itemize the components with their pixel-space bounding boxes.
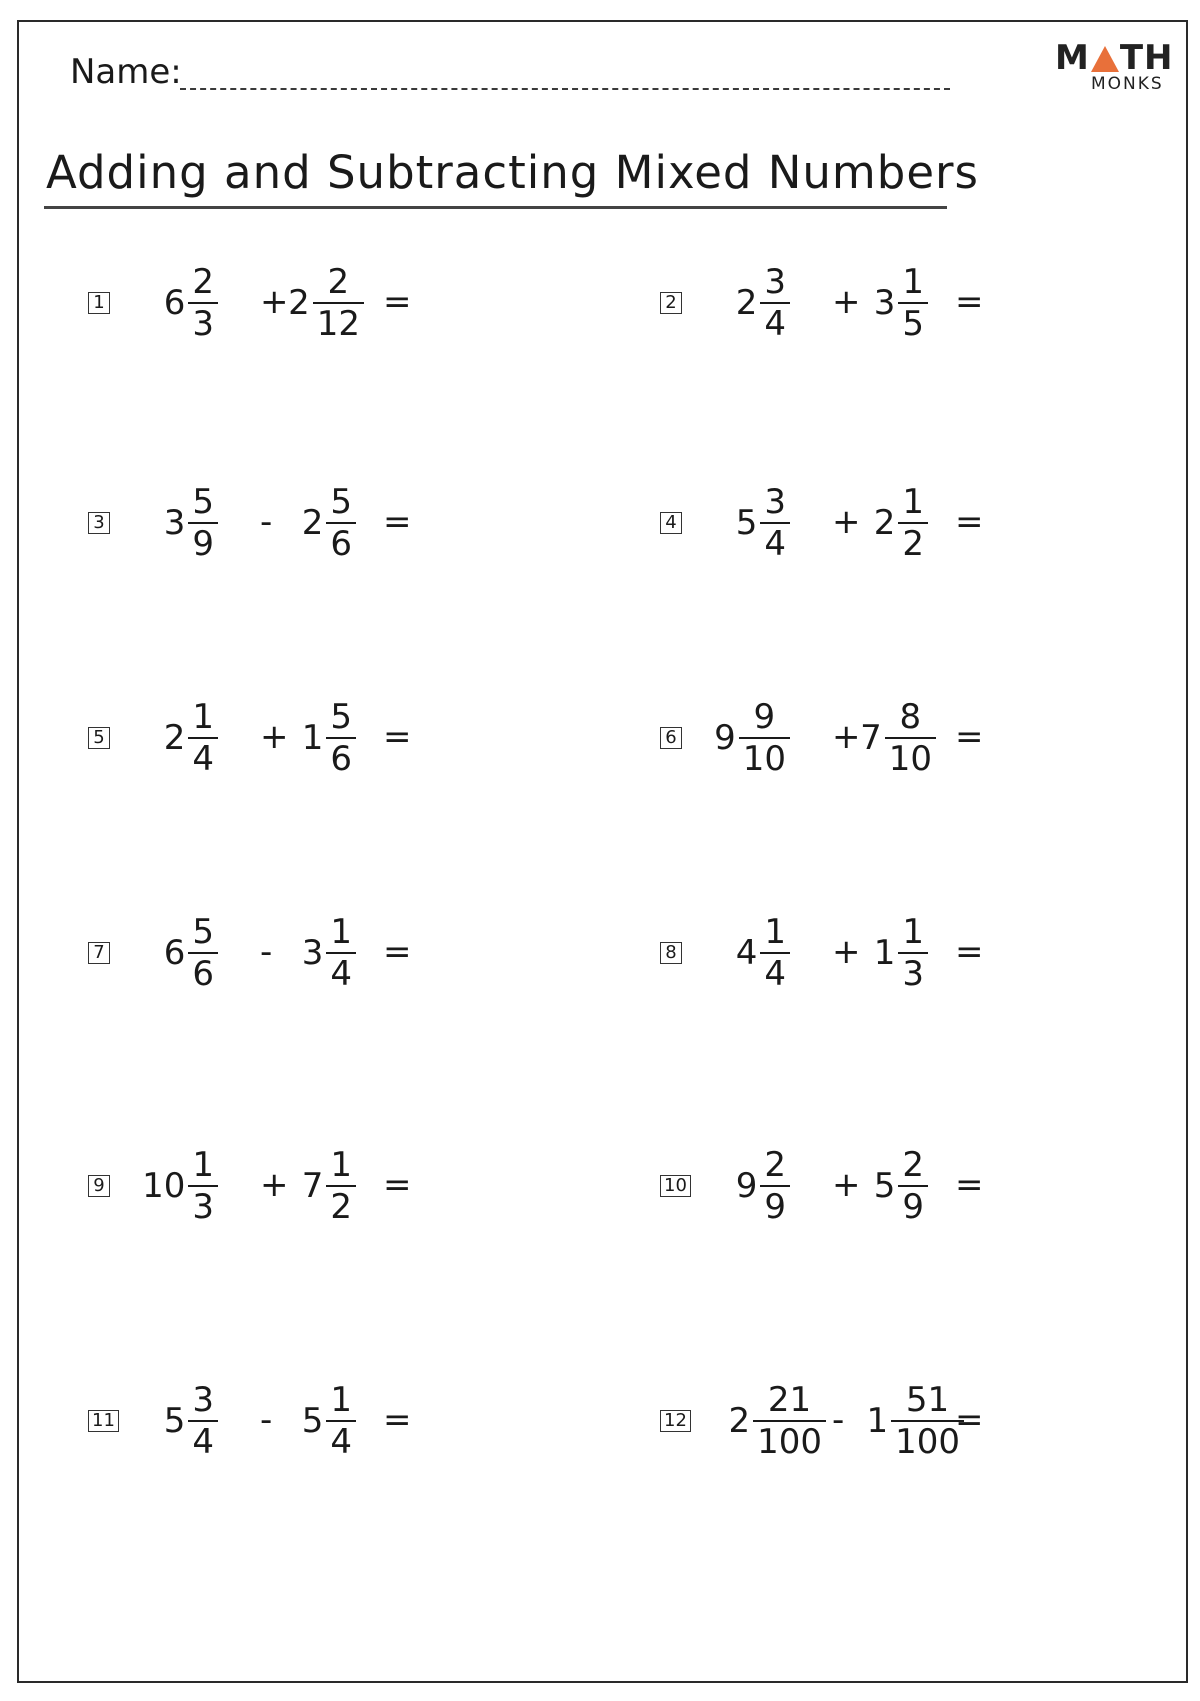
first-mixed-number-numerator: 1 <box>192 697 214 737</box>
name-field-line <box>180 88 950 90</box>
operator: + <box>832 1165 861 1205</box>
first-mixed-number-denominator: 3 <box>192 304 214 344</box>
first-mixed-number-numerator: 3 <box>764 482 786 522</box>
problem-number: 9 <box>88 1175 110 1197</box>
second-mixed-number-fraction <box>898 912 928 994</box>
first-mixed-number-whole: 10 <box>142 1166 186 1206</box>
first-mixed-number-denominator: 4 <box>764 524 786 564</box>
equals-sign: = <box>383 1400 412 1440</box>
operator: + <box>260 282 289 322</box>
equals-sign: = <box>383 932 412 972</box>
second-mixed-number-numerator: 1 <box>902 482 924 522</box>
second-mixed-number-whole: 2 <box>288 283 310 323</box>
second-mixed-number-numerator: 51 <box>905 1380 950 1420</box>
second-mixed-number-numerator: 1 <box>330 1380 352 1420</box>
triangle-icon <box>1091 46 1119 72</box>
second-mixed-number <box>186 1145 356 1227</box>
equals-sign: = <box>955 717 984 757</box>
second-mixed-number <box>194 262 364 344</box>
problem-number: 3 <box>88 512 110 534</box>
first-mixed-number-whole: 9 <box>735 1166 758 1206</box>
first-mixed-number-numerator: 3 <box>192 1380 214 1420</box>
first-mixed-number-denominator: 9 <box>192 524 214 564</box>
second-mixed-number <box>186 697 356 779</box>
first-mixed-number-denominator: 4 <box>192 1422 214 1462</box>
first-mixed-number-whole: 5 <box>163 1401 186 1441</box>
second-mixed-number-numerator: 1 <box>902 262 924 302</box>
operator: - <box>260 502 273 542</box>
problem-number: 2 <box>660 292 682 314</box>
second-mixed-number-numerator: 2 <box>327 262 350 302</box>
first-mixed-number-denominator: 3 <box>192 1187 214 1227</box>
problem-number: 5 <box>88 727 110 749</box>
first-mixed-number-numerator: 5 <box>192 912 214 952</box>
first-mixed-number-numerator: 1 <box>192 1145 214 1185</box>
second-mixed-number-numerator: 1 <box>330 912 352 952</box>
math-monks-logo <box>1055 38 1175 98</box>
second-mixed-number-whole: 3 <box>301 933 324 973</box>
logo-subtext: MONKS <box>1091 74 1164 94</box>
operator: + <box>832 502 861 542</box>
problem-item <box>660 908 1130 998</box>
second-mixed-number-whole: 1 <box>873 933 896 973</box>
problem-number: 4 <box>660 512 682 534</box>
problem-number: 11 <box>88 1410 119 1432</box>
first-mixed-number-numerator: 5 <box>192 482 214 522</box>
problem-item <box>660 1141 1130 1231</box>
second-mixed-number-whole: 7 <box>301 1166 324 1206</box>
second-mixed-number-numerator: 5 <box>330 697 352 737</box>
second-mixed-number <box>758 912 928 994</box>
operator: + <box>260 1165 289 1205</box>
problem-number: 6 <box>660 727 682 749</box>
problem-item <box>88 258 558 348</box>
second-mixed-number <box>186 912 356 994</box>
first-mixed-number-denominator: 4 <box>192 739 214 779</box>
equals-sign: = <box>955 1165 984 1205</box>
equals-sign: = <box>383 717 412 757</box>
second-mixed-number-fraction <box>885 697 936 779</box>
equals-sign: = <box>383 1165 412 1205</box>
second-mixed-number-denominator: 2 <box>330 1187 352 1227</box>
second-mixed-number-fraction <box>326 1145 356 1227</box>
first-mixed-number-whole: 4 <box>735 933 758 973</box>
problem-item <box>660 693 1130 783</box>
second-mixed-number-fraction <box>326 697 356 779</box>
second-mixed-number <box>186 1380 356 1462</box>
problem-number: 12 <box>660 1410 691 1432</box>
operator: - <box>260 1400 273 1440</box>
logo-wordmark <box>1055 38 1174 78</box>
second-mixed-number-numerator: 1 <box>330 1145 352 1185</box>
first-mixed-number-denominator: 6 <box>192 954 214 994</box>
problem-item <box>88 693 558 783</box>
problem-item <box>660 478 1130 568</box>
operator: - <box>832 1400 845 1440</box>
title-underline <box>44 206 947 209</box>
worksheet-title: Adding and Subtracting Mixed Numbers <box>46 146 979 199</box>
equals-sign: = <box>955 282 984 322</box>
first-mixed-number-numerator: 1 <box>764 912 786 952</box>
first-mixed-number-whole: 2 <box>163 718 186 758</box>
first-mixed-number-denominator: 100 <box>757 1422 822 1462</box>
first-mixed-number-denominator: 9 <box>764 1187 786 1227</box>
first-mixed-number-whole: 5 <box>735 503 758 543</box>
second-mixed-number-denominator: 6 <box>330 739 352 779</box>
first-mixed-number-denominator: 4 <box>764 304 786 344</box>
second-mixed-number-fraction <box>898 1145 928 1227</box>
first-mixed-number-numerator: 3 <box>764 262 786 302</box>
second-mixed-number-numerator: 8 <box>899 697 922 737</box>
problem-item <box>88 1141 558 1231</box>
first-mixed-number-whole: 9 <box>714 718 736 758</box>
equals-sign: = <box>955 932 984 972</box>
second-mixed-number-whole: 5 <box>873 1166 896 1206</box>
operator: - <box>260 932 273 972</box>
operator: + <box>260 717 289 757</box>
second-mixed-number-denominator: 10 <box>888 739 932 779</box>
first-mixed-number-numerator: 2 <box>764 1145 786 1185</box>
second-mixed-number <box>766 697 936 779</box>
problem-item <box>660 258 1130 348</box>
logo-letters-th: TH <box>1119 38 1174 78</box>
second-mixed-number-denominator: 4 <box>330 954 352 994</box>
second-mixed-number-fraction <box>326 1380 356 1462</box>
second-mixed-number-numerator: 1 <box>902 912 924 952</box>
second-mixed-number <box>794 1380 964 1462</box>
second-mixed-number-numerator: 5 <box>330 482 352 522</box>
second-mixed-number-whole: 3 <box>873 283 896 323</box>
first-mixed-number-numerator: 2 <box>192 262 214 302</box>
operator: + <box>832 932 861 972</box>
second-mixed-number-denominator: 9 <box>902 1187 924 1227</box>
second-mixed-number-whole: 5 <box>301 1401 324 1441</box>
first-mixed-number-denominator: 10 <box>742 739 786 779</box>
problem-item <box>88 1376 558 1466</box>
second-mixed-number-fraction <box>891 1380 964 1462</box>
problem-number: 1 <box>88 292 110 314</box>
second-mixed-number-denominator: 2 <box>902 524 924 564</box>
second-mixed-number-denominator: 100 <box>895 1422 960 1462</box>
second-mixed-number-fraction <box>326 912 356 994</box>
operator: + <box>832 282 861 322</box>
problem-number: 8 <box>660 942 682 964</box>
second-mixed-number-denominator: 12 <box>316 304 360 344</box>
logo-letter-m: M <box>1055 38 1090 78</box>
second-mixed-number-denominator: 5 <box>902 304 924 344</box>
second-mixed-number <box>758 482 928 564</box>
equals-sign: = <box>955 502 984 542</box>
second-mixed-number-numerator: 2 <box>902 1145 924 1185</box>
problem-number: 7 <box>88 942 110 964</box>
problem-number: 10 <box>660 1175 691 1197</box>
second-mixed-number-whole: 1 <box>301 718 324 758</box>
second-mixed-number-fraction <box>313 262 364 344</box>
first-mixed-number-whole: 3 <box>163 503 186 543</box>
problem-item <box>88 908 558 998</box>
problem-item <box>660 1376 1130 1466</box>
second-mixed-number <box>186 482 356 564</box>
problem-item <box>88 478 558 568</box>
second-mixed-number-denominator: 3 <box>902 954 924 994</box>
second-mixed-number <box>758 262 928 344</box>
equals-sign: = <box>383 282 412 322</box>
first-mixed-number-denominator: 4 <box>764 954 786 994</box>
second-mixed-number-fraction <box>326 482 356 564</box>
first-mixed-number-whole: 2 <box>735 283 758 323</box>
second-mixed-number-whole: 2 <box>873 503 896 543</box>
first-mixed-number-numerator: 21 <box>767 1380 812 1420</box>
first-mixed-number-whole: 6 <box>163 283 186 323</box>
equals-sign: = <box>955 1400 984 1440</box>
first-mixed-number-numerator: 9 <box>753 697 776 737</box>
second-mixed-number-fraction <box>898 262 928 344</box>
second-mixed-number-whole: 7 <box>860 718 882 758</box>
first-mixed-number-whole: 6 <box>163 933 186 973</box>
first-mixed-number-whole: 2 <box>728 1401 751 1441</box>
second-mixed-number-denominator: 6 <box>330 524 352 564</box>
operator: + <box>832 717 861 757</box>
second-mixed-number <box>758 1145 928 1227</box>
second-mixed-number-denominator: 4 <box>330 1422 352 1462</box>
second-mixed-number-whole: 2 <box>301 503 324 543</box>
second-mixed-number-fraction <box>898 482 928 564</box>
first-mixed-number <box>620 697 790 779</box>
first-mixed-number <box>48 262 218 344</box>
equals-sign: = <box>383 502 412 542</box>
name-label: Name: <box>70 52 182 92</box>
second-mixed-number-whole: 1 <box>866 1401 889 1441</box>
